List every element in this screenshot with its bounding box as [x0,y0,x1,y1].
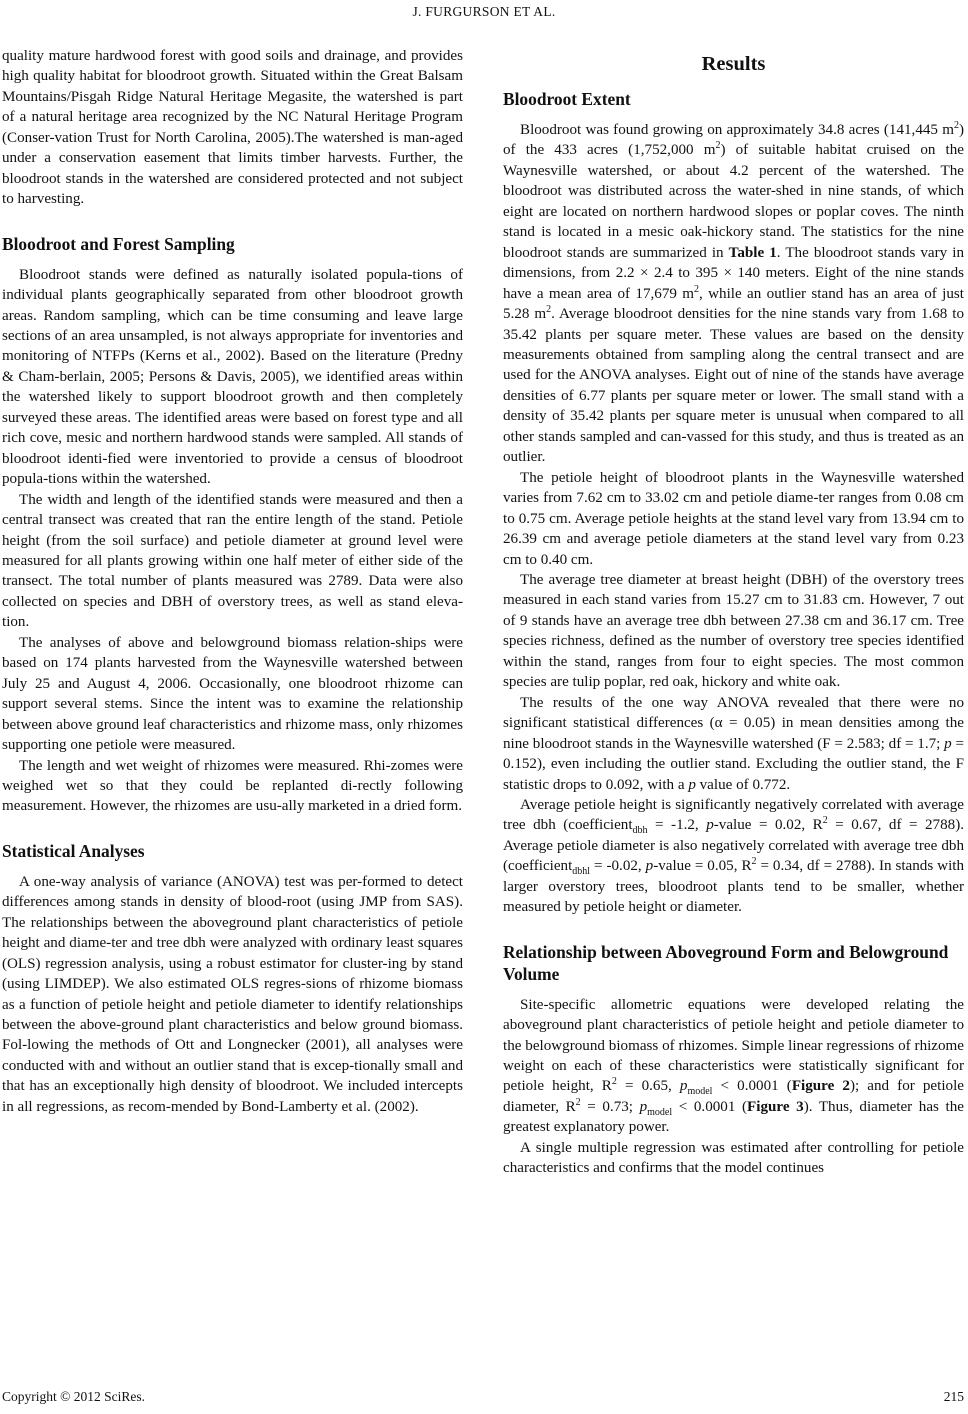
paragraph: A one-way analysis of variance (ANOVA) test was per-formed to detect differences among stands in density of blood-root (using JMP from SAS). The relationships between the aboveground plant characteristics of petiole height and diame-ter and tree dbh were analyzed with ordinary least squares (OLS) regression analysis, using a robust estimator for cluster-ing by stand (using LIMDEP). We also estimated OLS regres-sions of rhizome biomass as a function of petiole height and petiole diameter to identify relationships between the above-ground plant characteristics and below ground biomass. Fol-lowing the methods of Ott and Longnecker (2001), all analyses were conducted with and without an outlier stand that is excep-tionally small and that has an exceptionally high density of bloodroot. We included intercepts in all regressions, as recom-mended by Bond-Lamberty et al. (2002). [2,873,463,1115]
paragraph: The analyses of above and belowground biomass relation-ships were based on 174 plants harvested from the Waynesville watershed between July 25 and August 4, 2006. Occasionally, one bloodroot rhizome can support several stems. Since the intent was to examine the relationship between above ground leaf characteristics and rhizome mass, only rhizomes supporting one petiole were measured. [2,634,463,754]
left-column [2,46,463,1117]
figure-reference: Figure 2 [791,1078,850,1095]
section-heading-extent: Bloodroot Extent [503,89,631,109]
paragraph: The petiole height of bloodroot plants in the Waynesville watershed varies from 7.62 cm to 33.02 cm and petiole diame-ter ranges from 0.08 cm to 0.75 cm. Average petiole heights at the stand level vary from 13.94 cm to 26.39 cm and average petiole diameters at the stand level vary from 0.23 cm to 0.40 cm. [503,469,964,568]
figure-reference: Figure 3 [747,1098,804,1115]
running-head: J. FURGURSON ET AL. [412,4,556,19]
paragraph: The length and wet weight of rhizomes were measured. Rhi-zomes were weighed wet so that they could be replanted di-rectly following measurement. However, the rhizomes are usu-ally marketed in a dried form. [2,757,463,815]
page-number: 215 [943,1389,964,1404]
right-column [503,46,964,1179]
results-heading: Results [701,53,766,75]
section-heading-relationship: Relationship between Aboveground Form and Belowground Volume [503,941,949,984]
section-heading-statistics: Statistical Analyses [2,840,145,861]
paragraph: quality mature hardwood forest with good soils and drainage, and provides high quality habitat for bloodroot growth. Situated within the Great Balsam Mountains/Pisgah Ridge Natural Heritage Megasite, the watershed is part of a natural heritage area recognized by the NC Natural Heritage Program (Conser-vation Trust for North Carolina, 2005).The watershed is man-aged under a conservation easement that limits timber harvests. Further, the bloodroot stands in the watershed are considered protected and not subject to harvesting. [2,48,463,208]
paragraph: A single multiple regression was estimated after controlling for petiole characteristics and confirms that the model continues [503,1139,964,1177]
paragraph: Bloodroot stands were defined as naturally isolated popula-tions of individual plants geographically separated from other bloodroot growth areas. Random sampling, which can be time consuming and leave large sections of an area unsampled, is not always appropriate for inventories and monitoring of NTFPs (Kerns et al., 2002). Based on the literature (Predny & Cham-berlain, 2005; Persons & Davis, 2005), we identified areas within the watershed likely to support bloodroot growth and then completely surveyed these areas. The identified areas were based on forest type and all rich cove, mesic and northern hardwood stands were sampled. All stands of bloodroot identi-fied were inventoried to provide a census of bloodroot popula-tions within the watershed. [2,266,463,488]
section-heading-sampling: Bloodroot and Forest Sampling [2,233,235,254]
paragraph: The average tree diameter at breast height (DBH) of the overstory trees measured in each stand varies from 15.27 cm to 31.83 cm. However, 7 out of 9 stands have an average tree dbh between 27.38 cm and 36.17 cm. Tree species richness, defined as the number of overstory tree species identified within the stand, ranges from four to eight species. The most common species are tulip poplar, red oak, hickory and white oak. [503,571,964,691]
copyright-notice: Copyright © 2012 SciRes. [2,1389,146,1404]
table-reference: Table 1 [728,244,777,261]
paragraph: Average petiole height is significantly negatively correlated with average tree dbh (coefficient$_{dbh}$ = -1.2, p-value = 0.02, $R^2 = 0.67$, df = 2788). Average petiole diameter is also negatively correlated with average tree dbh (coefficient$_{dbhl}$ = -0.02, p-value = 0.05, $R^2 = 0.34$, df = 2788). In stands with larger overstory trees, bloodroot plants tend to be smaller, whether measured by petiole height or diameter. [503,796,965,916]
paragraph: Site-specific allometric equations were developed relating the aboveground plant characteristics of petiole height and petiole diameter to the belowground biomass of rhizomes. Simple linear regressions of rhizome weight on each of these characteristics were statistically significant for petiole height, $R^2 = 0.65$, $p_{model} < 0.0001$ (Figure 2); and for petiole diameter, $R^2 = 0.73$; $p_{model} < 0.0001$ (Figure 3). Thus, diameter has the greatest explanatory power. [503,996,964,1136]
paragraph: Bloodroot was found growing on approximately 34.8 acres (141,445 $m^2$) of the 433 acres (1,752,000 $m^2$) of suitable habitat cruised on the Waynesville watershed, or about 4.2 percent of the watershed. The bloodroot was distributed across the water-shed in nine stands, of which eight are located on northern hardwood slopes or poplar coves. The ninth stand is located in a mesic oak-hickory stand. The statistics for the nine bloodroot stands are summarized in Table 1. The bloodroot stands vary in dimensions, from 2.2 × 2.4 to 395 × 140 meters. Eight of the nine stands have a mean area of 17,679 $m^2$, while an outlier stand has an area of just 5.28 $m^2$. Average bloodroot densities for the nine stands vary from 1.68 to 35.42 plants per square meter. These values are based on the density measurements obtained from sampling along the central transect and are used for the ANOVA analyses. Eight out of nine of the stands have average densities of 6.77 plants per square meter or lower. The small stand with a density of 35.42 plants per square meter is unusual when compared to all other stands sampled and can-vassed for this study, and thus is treated as an outlier. [503,119,964,466]
paragraph: The results of the one way ANOVA revealed that there were no significant statistical differences (α = 0.05) in mean densities among the nine bloodroot stands in the Waynesville watershed (F = 2.583; df = 1.7; p = 0.152), even including the outlier stand. Excluding the outlier stand, the F statistic drops to 0.092, with a p value of 0.772. [503,694,964,793]
paragraph: The width and length of the identified stands were measured and then a central transect was created that ran the entire length of the stand. Petiole height (from the soil surface) and petiole diameter at ground level were measured for all plants growing within one half meter of either side of the transect. The total number of plants measured was 2789. Data were also collected on species and DBH of overstory trees, as well as stand eleva-tion. [2,491,463,631]
